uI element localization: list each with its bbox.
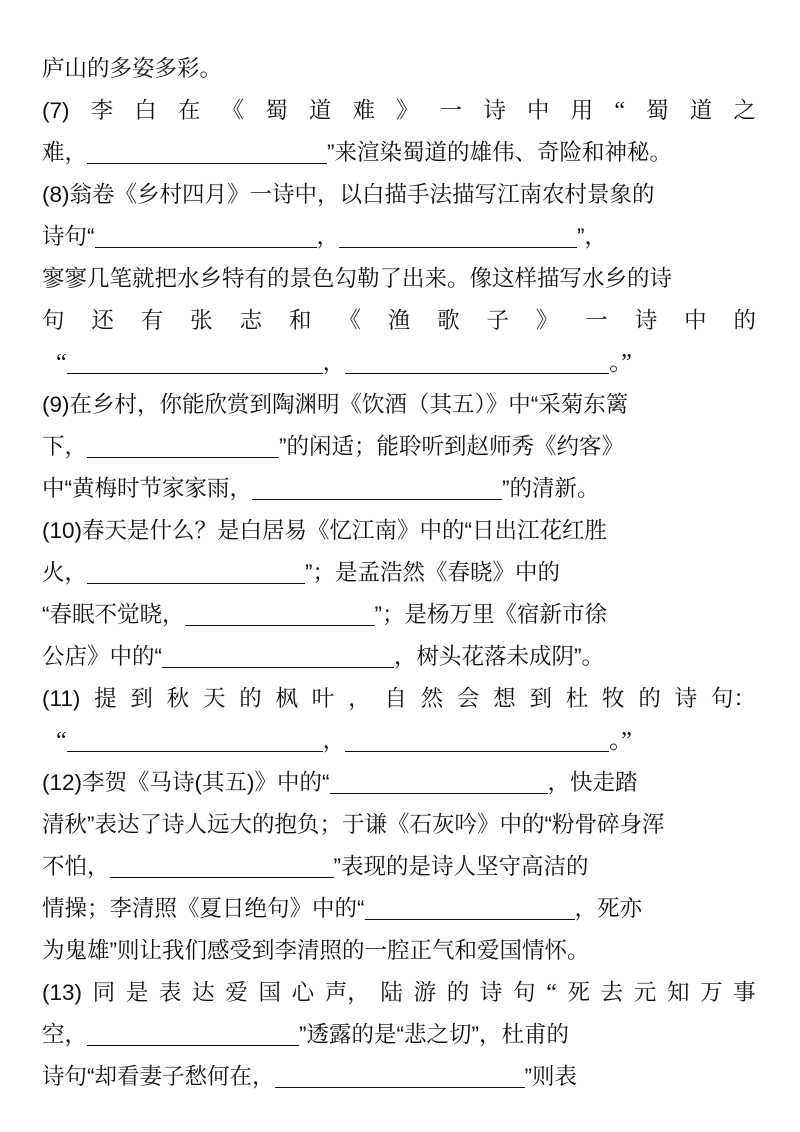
line-char: 陆 — [380, 980, 403, 1005]
line-char: (7) — [42, 98, 70, 123]
answer-blank[interactable] — [185, 605, 375, 626]
text-line-with-blank — [42, 720, 756, 762]
line-suffix: ”的清新。 — [502, 476, 600, 501]
text-line — [42, 930, 756, 972]
line-suffix: ”来渲染蜀道的雄伟、奇险和神秘。 — [327, 140, 673, 165]
answer-blank[interactable] — [275, 1067, 525, 1088]
line-char: 游 — [413, 980, 437, 1005]
line-char: 表 — [158, 980, 182, 1005]
line-char: 《 — [221, 98, 245, 123]
text-line — [42, 174, 756, 216]
line-char: 难 — [352, 98, 375, 123]
line-prefix: 火， — [42, 560, 88, 585]
line-char: 蜀 — [646, 98, 669, 123]
line-char: 天 — [202, 686, 226, 711]
line-char: 秋 — [166, 686, 190, 711]
text-line — [42, 258, 756, 300]
line-prefix: 情操；李清照《夏日绝句》中的“ — [42, 896, 365, 921]
line-prefix: 不怕， — [42, 854, 110, 879]
text-line-with-blank — [42, 1056, 756, 1098]
line-char: “ — [546, 980, 557, 1006]
text-line-with-blank — [42, 846, 756, 888]
line-char: 想 — [493, 686, 516, 711]
text-line-with-blank — [42, 888, 756, 930]
line-char: 一 — [439, 98, 463, 123]
line-suffix: ”；是杨万里《宿新市徐 — [374, 602, 607, 627]
line-char: 志 — [239, 308, 263, 333]
line-char: 的 — [733, 308, 756, 333]
line-prefix: 空， — [42, 1022, 88, 1047]
line-prefix: 下， — [42, 434, 88, 459]
text-line-with-blank — [42, 342, 756, 384]
text-line — [42, 384, 756, 426]
line-suffix: 。” — [609, 728, 632, 754]
text-line-with-blank — [42, 468, 756, 510]
answer-blank[interactable] — [67, 353, 323, 374]
line-char: 句 — [513, 980, 536, 1005]
line-prefix: 诗句“ — [42, 224, 95, 249]
line-text: 寥寥几笔就把水乡特有的景色勾勒了出来。像这样描写水乡的诗 — [42, 266, 673, 291]
line-suffix: ”透露的是“悲之切”，杜甫的 — [299, 1022, 569, 1047]
line-char: 诗 — [479, 980, 503, 1005]
line-char: 国 — [258, 980, 281, 1005]
line-char: 歌 — [437, 308, 460, 333]
line-char: 去 — [600, 980, 624, 1005]
text-line-with-blank — [42, 762, 756, 804]
text-line — [42, 510, 756, 552]
answer-blank[interactable] — [110, 857, 334, 878]
line-prefix: “ — [56, 728, 67, 754]
text-line-justified — [42, 300, 756, 342]
line-char: 自 — [384, 686, 407, 711]
line-char: 死 — [567, 980, 590, 1005]
line-char: 有 — [140, 308, 164, 333]
line-prefix: 诗句“却看妻子愁何在， — [42, 1064, 275, 1089]
answer-blank[interactable] — [95, 227, 317, 248]
line-char: 中 — [527, 98, 550, 123]
line-prefix: 难， — [42, 140, 88, 165]
line-suffix: ”；是孟浩然《春晓》中的 — [305, 560, 561, 585]
line-char: 张 — [190, 308, 213, 333]
line-char: 用 — [570, 98, 594, 123]
line-suffix: ”表现的是诗人坚守高洁的 — [333, 854, 589, 879]
line-prefix: (12)李贺《马诗(其五)》中的“ — [42, 770, 330, 795]
line-char: 句 — [42, 308, 65, 333]
line-char: 的 — [239, 686, 262, 711]
text-line — [42, 48, 756, 90]
line-char: 爱 — [225, 980, 248, 1005]
line-prefix: 公店》中的“ — [42, 644, 162, 669]
line-char: 渔 — [387, 308, 411, 333]
line-char: 诗 — [674, 686, 698, 711]
text-line-justified — [42, 678, 756, 720]
line-char: 一 — [585, 308, 608, 333]
line-char: 然 — [420, 686, 444, 711]
line-char: 子 — [486, 308, 510, 333]
answer-blank[interactable] — [67, 731, 323, 752]
line-char: 道 — [689, 98, 713, 123]
text-line — [42, 804, 756, 846]
line-text: 清秋”表达了诗人远大的抱负；于谦《石灰吟》中的“粉骨碎身浑 — [42, 812, 665, 837]
line-mid: ， — [316, 224, 340, 249]
line-char: 同 — [92, 980, 116, 1005]
line-text: 庐山的多姿多彩。 — [42, 56, 223, 81]
line-char: 枫 — [275, 686, 299, 711]
answer-blank[interactable] — [87, 563, 305, 584]
answer-blank[interactable] — [330, 773, 548, 794]
line-char: 叶 — [311, 686, 335, 711]
line-char: 中 — [684, 308, 707, 333]
answer-blank[interactable] — [162, 647, 394, 668]
text-line-with-blank — [42, 1014, 756, 1056]
line-char: 之 — [733, 98, 756, 123]
line-char: 心 — [291, 980, 315, 1005]
line-char: 知 — [666, 980, 690, 1005]
line-char: 会 — [456, 686, 480, 711]
text-line-with-blank — [42, 426, 756, 468]
line-char: 到 — [529, 686, 552, 711]
line-char: 是 — [125, 980, 149, 1005]
line-char: 道 — [308, 98, 332, 123]
line-char: 事 — [733, 980, 756, 1005]
answer-blank[interactable] — [345, 731, 609, 752]
answer-blank[interactable] — [345, 353, 609, 374]
line-text: 为鬼雄”则让我们感受到李清照的一腔正气和爱国情怀。 — [42, 938, 590, 963]
line-char: “ — [614, 98, 625, 124]
text-line-with-blank — [42, 132, 756, 174]
line-char: 》 — [396, 98, 419, 123]
line-char: 提 — [94, 686, 117, 711]
answer-blank[interactable] — [339, 227, 577, 248]
line-char: 句： — [710, 686, 756, 711]
line-char: 的 — [638, 686, 661, 711]
line-prefix: “春眠不觉晓， — [42, 602, 185, 627]
line-char: 在 — [177, 98, 201, 123]
text-line-with-blank — [42, 636, 756, 678]
line-char: 《 — [338, 308, 361, 333]
text-line-with-blank — [42, 216, 756, 258]
line-char: 达 — [192, 980, 215, 1005]
line-char: (11) — [42, 686, 81, 711]
line-char: 诗 — [483, 98, 506, 123]
line-text: (8)翁卷《乡村四月》一诗中，以白描手法描写江南农村景象的 — [42, 182, 655, 207]
line-suffix: 。” — [609, 350, 632, 376]
line-char: 到 — [130, 686, 153, 711]
line-suffix: ，树头花落未成阴”。 — [394, 644, 604, 669]
line-suffix: ”的闲适；能聆听到赵师秀《约客》 — [279, 434, 625, 459]
line-suffix: ”则表 — [524, 1064, 577, 1089]
line-char: 诗 — [634, 308, 658, 333]
text-line-with-blank — [42, 594, 756, 636]
answer-blank[interactable] — [87, 437, 279, 458]
line-char: (13) — [42, 980, 83, 1005]
line-mid: ， — [322, 728, 346, 753]
line-char: 杜 — [565, 686, 589, 711]
line-char: 牧 — [602, 686, 625, 711]
line-mid: ， — [322, 350, 346, 375]
answer-blank[interactable] — [87, 1025, 299, 1046]
answer-blank[interactable] — [87, 143, 327, 164]
line-suffix: ”， — [577, 224, 608, 249]
line-char: 》 — [535, 308, 559, 333]
text-line-justified — [42, 90, 756, 132]
line-text: (10)春天是什么？是白居易《忆江南》中的“日出江花红胜 — [42, 518, 608, 543]
line-prefix: 中“黄梅时节家家雨， — [42, 476, 252, 501]
line-char: 蜀 — [265, 98, 288, 123]
line-char: 的 — [446, 980, 470, 1005]
text-line-justified — [42, 972, 756, 1014]
line-char: 白 — [134, 98, 157, 123]
line-char: 李 — [90, 98, 114, 123]
line-char: 元 — [633, 980, 657, 1005]
line-prefix: “ — [56, 350, 67, 376]
line-suffix: ，死亦 — [574, 896, 643, 921]
line-text: (9)在乡村，你能欣赏到陶渊明《饮酒（其五）》中“采菊东篱 — [42, 392, 629, 417]
line-char: 万 — [700, 980, 723, 1005]
line-char: 声， — [324, 980, 370, 1005]
line-char: ， — [348, 686, 371, 711]
line-char: 还 — [91, 308, 114, 333]
answer-blank[interactable] — [365, 899, 575, 920]
line-char: 和 — [288, 308, 312, 333]
line-suffix: ，快走踏 — [547, 770, 638, 795]
text-line-with-blank — [42, 552, 756, 594]
answer-blank[interactable] — [252, 479, 502, 500]
